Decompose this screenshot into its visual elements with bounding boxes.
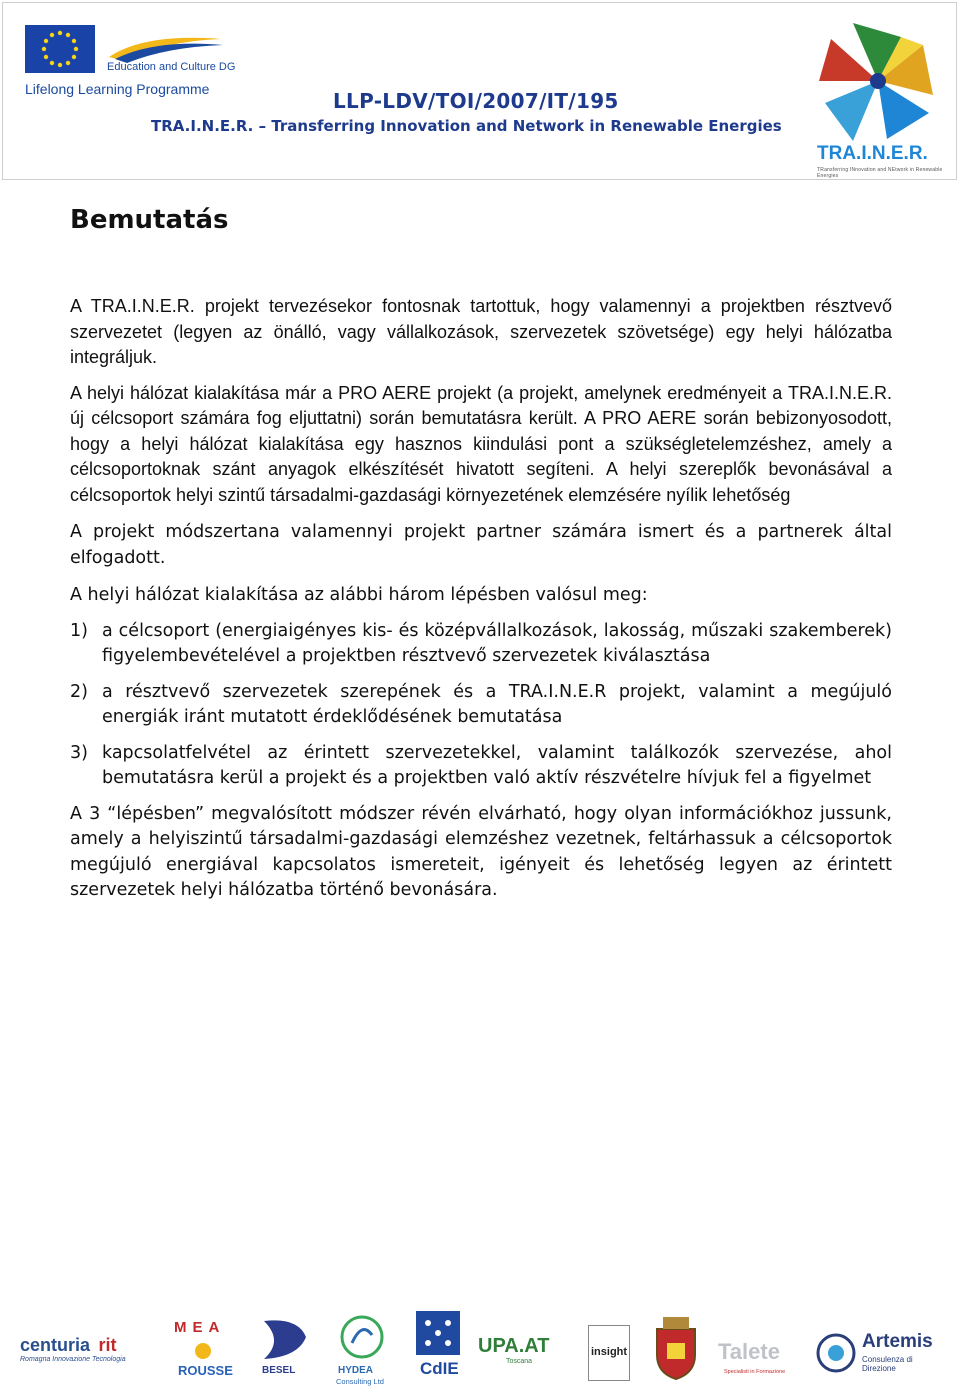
document-body — [70, 294, 892, 904]
artemis-logo — [814, 1331, 944, 1381]
municipal-crest-logo — [653, 1315, 699, 1381]
list-text: a célcsoport (energiaigényes kis- és középvállalkozások, lakosság, műszaki szakemberek) figyelembevételével a projektben résztvevő szervezetek kiválasztása — [102, 620, 892, 666]
pinwheel-logo — [813, 17, 943, 145]
artemis-subtitle: Consulenza di Direzione — [862, 1355, 913, 1373]
paragraph-steps-intro: A helyi hálózat kialakítása az alábbi három lépésben valósul meg: — [70, 585, 648, 605]
mea-name: MEA — [174, 1319, 226, 1336]
crest-icon — [653, 1315, 699, 1381]
list-item — [70, 619, 892, 670]
hydea-subtitle: Consulting Ltd — [336, 1377, 384, 1386]
besel-name: BESEL — [262, 1365, 296, 1376]
upa-logo — [478, 1335, 568, 1365]
list-number: 1) — [70, 620, 88, 641]
steps-list — [70, 619, 892, 792]
artemis-emblem-icon — [814, 1331, 858, 1375]
cdie-logo — [414, 1309, 466, 1383]
mea-subtitle: ROUSSE — [178, 1363, 233, 1378]
centuria-rit: rit — [98, 1335, 117, 1355]
list-number: 3) — [70, 742, 88, 763]
mea-sun-icon — [188, 1337, 218, 1361]
besel-emblem-icon — [258, 1317, 314, 1363]
project-code: LLP-LDV/TOI/2007/IT/195 — [333, 89, 619, 113]
cdie-name: CdIE — [420, 1359, 459, 1378]
paragraph-methodology: A projekt módszertana valamennyi projekt partner számára ismert és a partnerek által elfogadott. — [70, 522, 892, 568]
hydea-name: HYDEA — [338, 1365, 374, 1376]
programme-name: Lifelong Learning Programme — [25, 81, 210, 97]
hydea-logo — [336, 1313, 394, 1385]
hydea-emblem-icon — [336, 1313, 388, 1363]
centuria-logo — [20, 1335, 142, 1363]
paragraph-intro: A TRA.I.N.E.R. projekt tervezésekor fontosnak tartottuk, hogy valamennyi a projektben résztvevő szervezetet (legyen az önálló, vagy vállalkozások, szervezetek szövetsége) egy helyi hálózatba integráljuk. — [70, 296, 892, 367]
upa-subtitle: Toscana — [506, 1358, 533, 1365]
llp-swoosh-logo — [105, 31, 225, 65]
trainer-logo-text: TRA.I.N.E.R. — [817, 143, 928, 164]
list-text: kapcsolatfelvétel az érintett szervezetekkel, valamint találkozók szervezése, ahol bemutatásra kerül a projekt és a projektben való aktív részvételre hívjuk fel a figyelmet — [102, 742, 892, 788]
centuria-subtitle: Romagna Innovazione Tecnologia — [20, 1356, 126, 1363]
centuria-name: centuria — [20, 1335, 91, 1355]
paragraph-pro-aere: A helyi hálózat kialakítása már a PRO AERE projekt (a projekt, amelynek eredményeit a TRA.I.N.E.R. új célcsoport számára fog eljuttatni) során bemutatásra került. A PRO AERE során bebizonyosodott, hogy a helyi hálózat kialakítása egy hasznos kiindulási pont a szükségletelemzéshez, amely a célcsoportoknak szánt anyagok elkészítését hivatott segíteni. A helyi szereplők bevonásával a célcsoportok helyi szintű társadalmi-gazdasági környezetének elemzésére nyílik lehetőség — [70, 382, 892, 505]
mea-logo — [168, 1313, 240, 1383]
eu-flag-logo — [25, 25, 95, 73]
artemis-name: Artemis — [862, 1331, 933, 1352]
list-item — [70, 680, 892, 731]
talete-name: Talete — [718, 1339, 780, 1364]
besel-logo — [258, 1317, 314, 1379]
paragraph-conclusion: A 3 “lépésben” megvalósított módszer révén elvárható, hogy olyan információkhoz jussunk, amely a helyiszintű társadalmi-gazdasági elemzéshez vezetnek, feltárhassuk a célcsoportok megújuló energiával kapcsolatos ismereteit, igényeit és lehetőség legyen az érintett szervezetek helyi hálózatba történő bevonására. — [70, 803, 892, 900]
cdie-emblem-icon — [414, 1309, 462, 1357]
insight-logo — [588, 1325, 630, 1381]
page-header — [2, 2, 957, 180]
talete-subtitle: Specialisti in Formazione — [724, 1369, 786, 1375]
list-item — [70, 741, 892, 792]
dg-text: Education and Culture DG — [107, 61, 236, 73]
talete-logo — [716, 1329, 798, 1381]
upa-name: UPA.AT — [478, 1335, 550, 1357]
project-title: TRA.I.N.E.R. – Transferring Innovation and Network in Renewable Energies — [151, 117, 782, 135]
insight-name: insight — [591, 1346, 628, 1358]
trainer-logo-tagline: TRansferring INnovation and NEtwork in Renewable Energies — [817, 167, 943, 179]
partner-logos — [0, 1305, 960, 1385]
list-number: 2) — [70, 681, 88, 702]
page-title: Bemutatás — [70, 205, 229, 235]
list-text: a résztvevő szervezetek szerepének és a TRA.I.N.E.R projekt, valamint a megújuló energiák iránt mutatott érdeklődésének bemutatása — [102, 681, 892, 727]
